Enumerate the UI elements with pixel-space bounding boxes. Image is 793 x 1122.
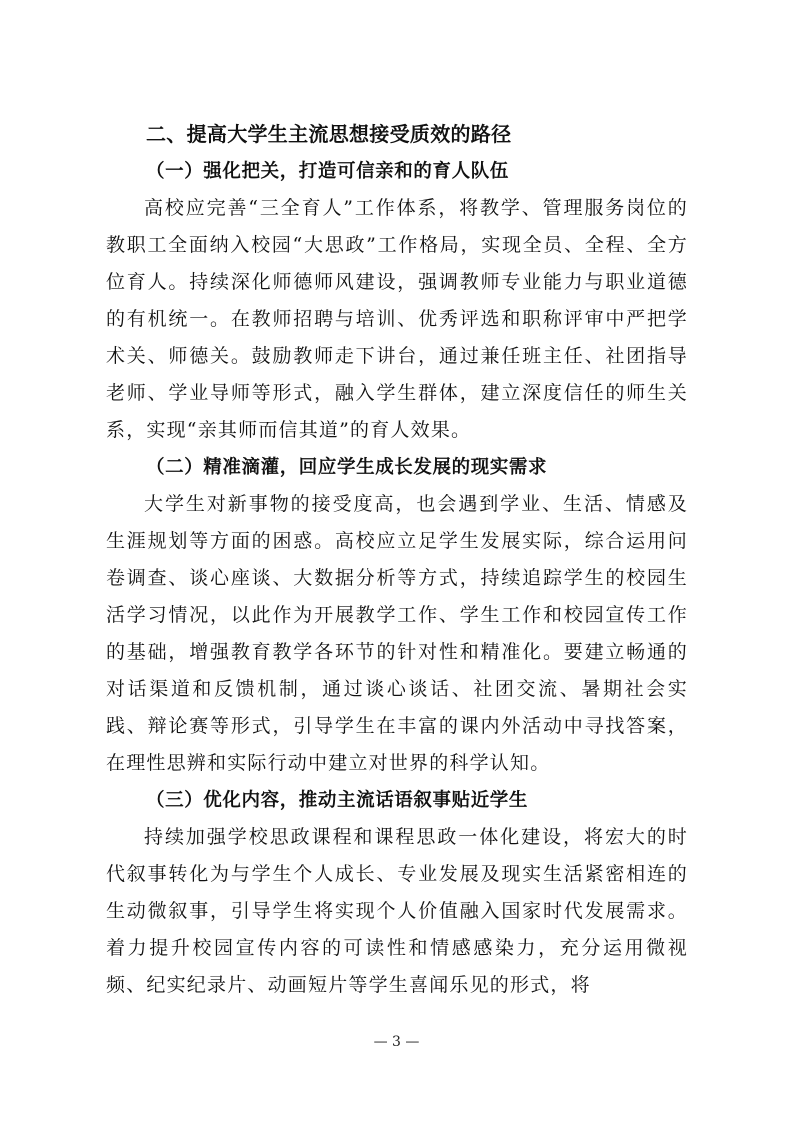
- page-number: — 3 —: [373, 1034, 420, 1050]
- subsection-heading-3: （三）优化内容，推动主流话语叙事贴近学生: [146, 790, 529, 811]
- subsection-paragraph-3: 持续加强学校思政课程和课程思政一体化建设，将宏大的时代叙事转化为与学生个人成长、专业发展及现实生活紧密相连的生动微叙事，引导学生将实现个人价值融入国家时代发展需求。着力提升校园宣传内容的可读性和情感感染力，充分运用微视频、纪实纪录片、动画短片等学生喜闻乐见的形式，将: [106, 826, 688, 996]
- subsection-heading-2: （二）精准滴灌，回应学生成长发展的现实需求: [146, 457, 548, 478]
- page-content: [106, 116, 688, 1004]
- subsection-paragraph-2: 大学生对新事物的接受度高，也会遇到学业、生活、情感及生涯规划等方面的困惑。高校应立足学生发展实际，综合运用问卷调查、谈心座谈、大数据分析等方式，持续追踪学生的校园生活学习情况，以此作为开展教学工作、学生工作和校园宣传工作的基础，增强教育教学各环节的针对性和精准化。要建立畅通的对话渠道和反馈机制，通过谈心谈话、社团交流、暑期社会实践、辩论赛等形式，引导学生在丰富的课内外活动中寻找答案，在理性思辨和实际行动中建立对世界的科学认知。: [106, 493, 688, 774]
- subsection-paragraph-1: 高校应完善“三全育人”工作体系，将教学、管理服务岗位的教职工全面纳入校园“大思政”工作格局，实现全员、全程、全方位育人。持续深化师德师风建设，强调教师专业能力与职业道德的有机统一。在教师招聘与培训、优秀评选和职称评审中严把学术关、师德关。鼓励教师走下讲台，通过兼任班主任、社团指导老师、学业导师等形式，融入学生群体，建立深度信任的师生关系，实现“亲其师而信其道”的育人效果。: [106, 197, 688, 441]
- section-title: 二、提高大学生主流思想接受质效的路径: [146, 122, 512, 146]
- subsection-heading-1: （一）强化把关，打造可信亲和的育人队伍: [146, 161, 509, 182]
